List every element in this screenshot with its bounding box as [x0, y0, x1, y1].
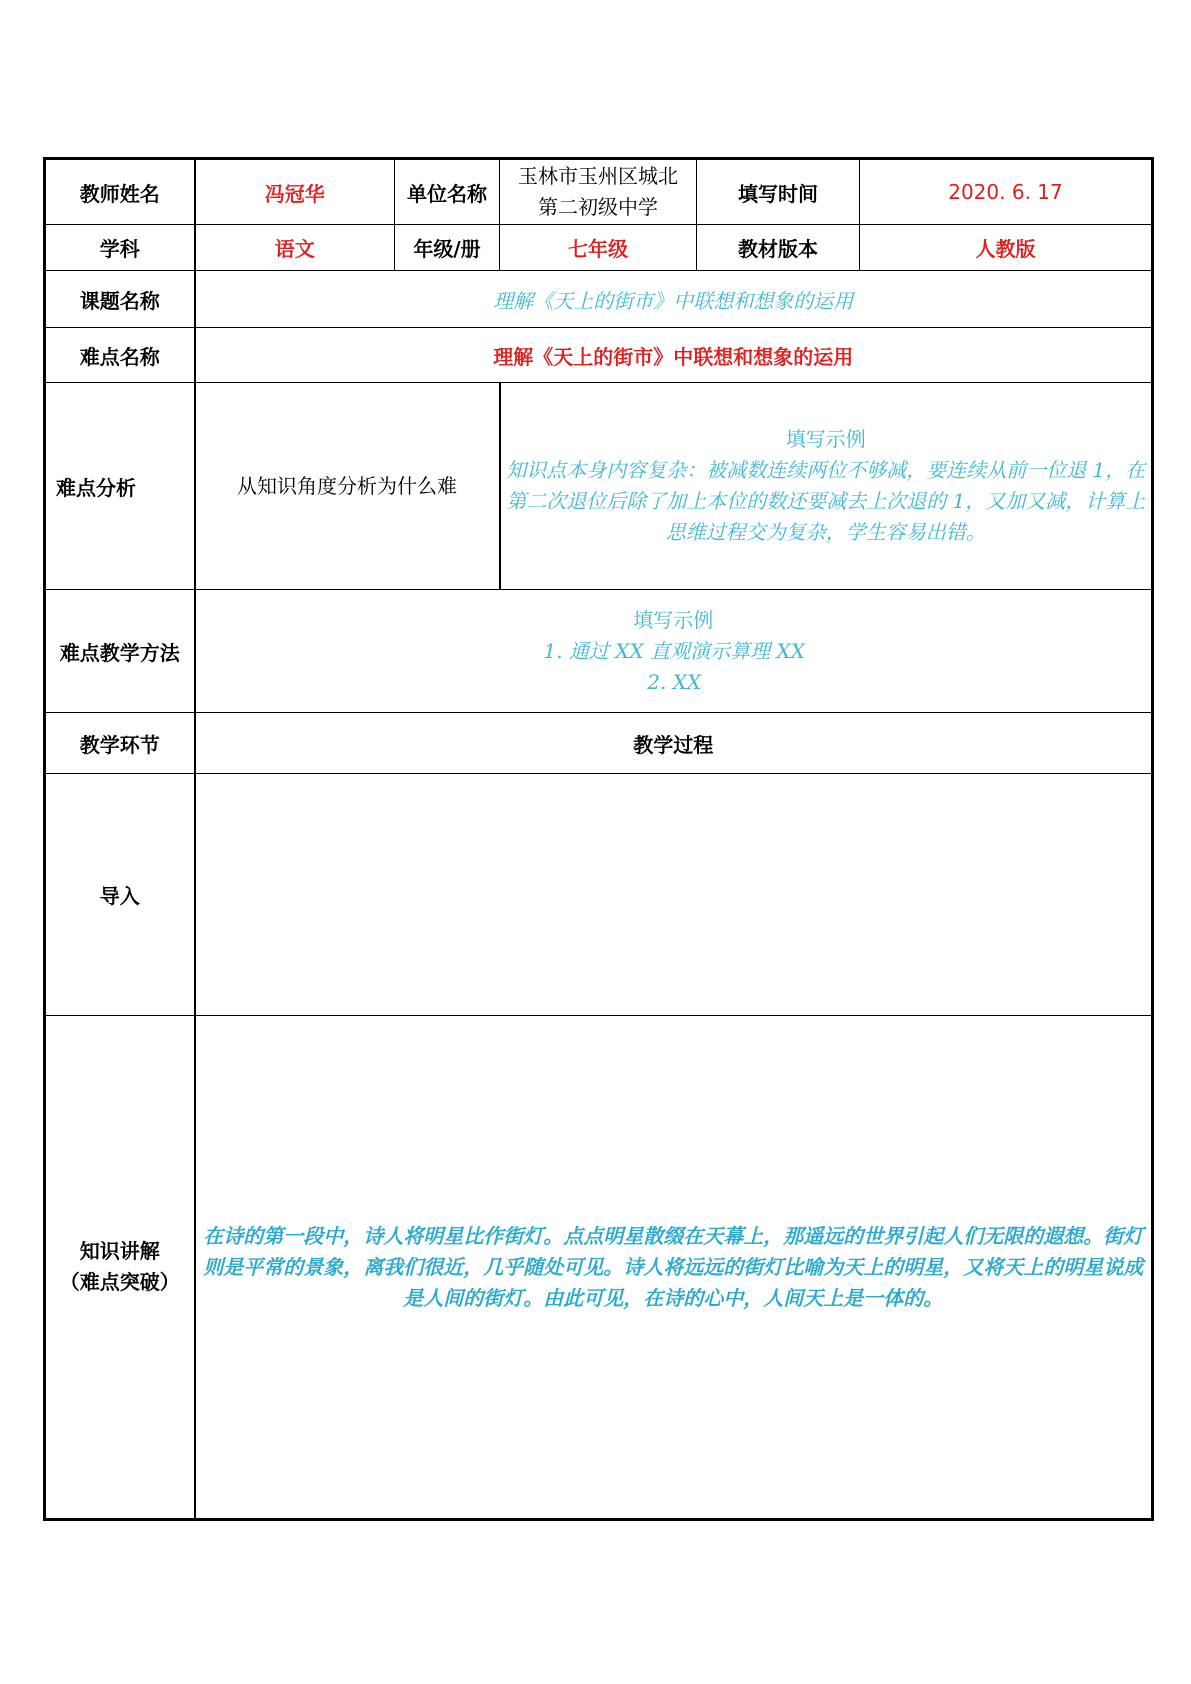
method-item: 2. XX: [647, 669, 702, 694]
intro-content: [195, 774, 1153, 1016]
table-row: [45, 383, 1153, 590]
method-example-title: 填写示例: [633, 607, 714, 632]
topic-label: 课题名称: [45, 271, 195, 328]
teacher-value: 冯冠华: [195, 159, 395, 225]
intro-label: 导入: [45, 774, 195, 1016]
difficulty-label: 难点名称: [45, 328, 195, 383]
grade-value: 七年级: [500, 225, 697, 271]
table-row: [45, 1016, 1153, 1520]
lesson-plan-sheet: [43, 157, 1151, 1521]
knowledge-label-line1: 知识讲解: [79, 1239, 160, 1263]
analysis-example-title: 填写示例: [785, 427, 866, 451]
process-header-value: 教学过程: [195, 713, 1153, 774]
knowledge-text: 在诗的第一段中，诗人将明星比作街灯。点点明星散缀在天幕上，那遥远的世界引起人们无限的遐想。街灯则是平常的景象，离我们很近，几乎随处可见。诗人将远远的街灯比喻为天上的明星，又将天上的明星说成是人间的街灯。由此可见，在诗的心中，人间天上是一体的。: [195, 1016, 1153, 1520]
table-row: [45, 271, 1153, 328]
topic-value: 理解《天上的街市》中联想和想象的运用: [195, 271, 1153, 328]
difficulty-value: 理解《天上的街市》中联想和想象的运用: [195, 328, 1153, 383]
edition-value: 人教版: [860, 225, 1153, 271]
process-stage-label: 教学环节: [45, 713, 195, 774]
table-row: [45, 774, 1153, 1016]
grade-label: 年级/册: [395, 225, 500, 271]
subject-value: 语文: [195, 225, 395, 271]
analysis-example: [500, 383, 1153, 590]
method-label: 难点教学方法: [45, 590, 195, 713]
table-row: [45, 713, 1153, 774]
date-value: 2020. 6. 17: [860, 159, 1153, 225]
teacher-label: 教师姓名: [45, 159, 195, 225]
method-example: [195, 590, 1153, 713]
unit-value: 玉林市玉州区城北第二初级中学: [500, 159, 697, 225]
knowledge-label: [45, 1016, 195, 1520]
edition-label: 教材版本: [697, 225, 860, 271]
subject-label: 学科: [45, 225, 195, 271]
method-item: 1. 通过 XX 直观演示算理 XX: [543, 638, 805, 663]
analysis-label: 难点分析: [45, 383, 195, 590]
table-row: [45, 590, 1153, 713]
unit-label: 单位名称: [395, 159, 500, 225]
date-label: 填写时间: [697, 159, 860, 225]
analysis-sub-label: 从知识角度分析为什么难: [195, 383, 500, 590]
lesson-plan-table: [43, 157, 1154, 1521]
table-row: [45, 225, 1153, 271]
knowledge-label-line2: （难点突破）: [59, 1270, 180, 1294]
analysis-example-text: 知识点本身内容复杂：被减数连续两位不够减，要连续从前一位退 1，在第二次退位后除了加上本位的数还要减去上次退的 1，又加又减，计算上思维过程交为复杂，学生容易出错。: [506, 458, 1146, 544]
table-row: [45, 159, 1153, 225]
table-row: [45, 328, 1153, 383]
